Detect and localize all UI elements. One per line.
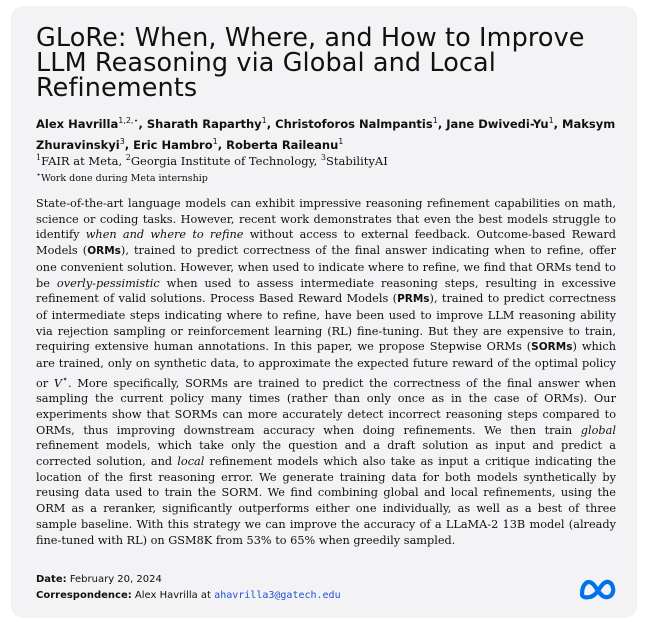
author: Roberta Raileanu$^1$ bbox=[226, 136, 344, 152]
date-value: February 20, 2024 bbox=[69, 574, 162, 585]
correspondence-text: Alex Havrilla at bbox=[134, 590, 211, 601]
footnote: ⋆Work done during Meta internship bbox=[36, 170, 208, 185]
author-list bbox=[36, 112, 626, 154]
title-line: GLoRe: When, Where, and How to Improve bbox=[36, 23, 585, 53]
author: Christoforos Nalmpantis$^1$, bbox=[275, 116, 447, 131]
paper-title bbox=[36, 23, 626, 103]
author: Sharath Raparthy$^1$, bbox=[146, 116, 276, 131]
date-line bbox=[36, 573, 536, 587]
correspondence-email[interactable]: ahavrilla3@gatech.edu bbox=[214, 590, 341, 601]
correspondence-line bbox=[36, 589, 536, 603]
meta-logo-icon bbox=[578, 576, 618, 602]
date-label: Date: bbox=[36, 574, 67, 585]
affiliation: $^3$StabilityAI bbox=[320, 153, 388, 168]
author: Eric Hambro$^1$, bbox=[133, 136, 227, 152]
author: Maksym Zhuravinskyi$^3$, bbox=[36, 116, 616, 152]
affiliation: $^1$FAIR at Meta, bbox=[36, 153, 126, 168]
title-line: Refinements bbox=[36, 73, 198, 103]
author: Alex Havrilla$^{1,2,⋆}$, bbox=[36, 116, 147, 131]
author: Jane Dwivedi-Yu$^1$, bbox=[446, 116, 563, 131]
abstract: State-of-the-art language models can exhibit impressive reasoning refinement capabilities on math, science or coding tasks. However, recent work demonstrates that even the best models struggle to identify when and where to refine without access to external feedback. Outcome-based Reward Models (ORMs), trained to predict correctness of the final answer indicating when to refine, offer one convenient solution. However, when used to indicate where to refine, we find that ORMs tend to be overly-pessimistic when used to assess intermediate reasoning steps, resulting in excessive refinement of valid solutions. Process Based Reward Models (PRMs), trained to predict correctness of intermediate steps indicating where to refine, have been used to improve LLM reasoning ability via rejection sampling or reinforcement learning (RL) fine-tuning. But they are expensive to train, requiring extensive human annotations. In this paper, we propose Stepwise ORMs (SORMs) which are trained, only on synthetic data, to approximate the expected future reward of the optimal policy or V⋆. More specifically, SORMs are trained to predict the correctness of the final answer when sampling the current policy many times (rather than only once as in the case of ORMs). Our experiments show that SORMs can more accurately detect incorrect reasoning steps compared to ORMs, thus improving downstream accuracy when doing refinements. We then train global refinement models, which take only the question and a draft solution as input and predict a corrected solution, and local refinement models which also take as input a critique indicating the location of the first reasoning error. We generate training data for both models synthetically by reusing data used to train the SORM. We find combining global and local refinements, using the ORM as a reranker, significantly outperforms either one individually, as well as a best of three sample baseline. With this strategy we can improve the accuracy of a LLaMA-2 13B model (already fine-tuned with RL) on GSM8K from 53% to 65% when greedily sampled. bbox=[36, 197, 617, 547]
affiliation: $^2$Georgia Institute of Technology, bbox=[125, 153, 321, 168]
title-line: LLM Reasoning via Global and Local bbox=[36, 48, 496, 78]
affiliations bbox=[36, 150, 626, 169]
correspondence-label: Correspondence: bbox=[36, 590, 132, 601]
